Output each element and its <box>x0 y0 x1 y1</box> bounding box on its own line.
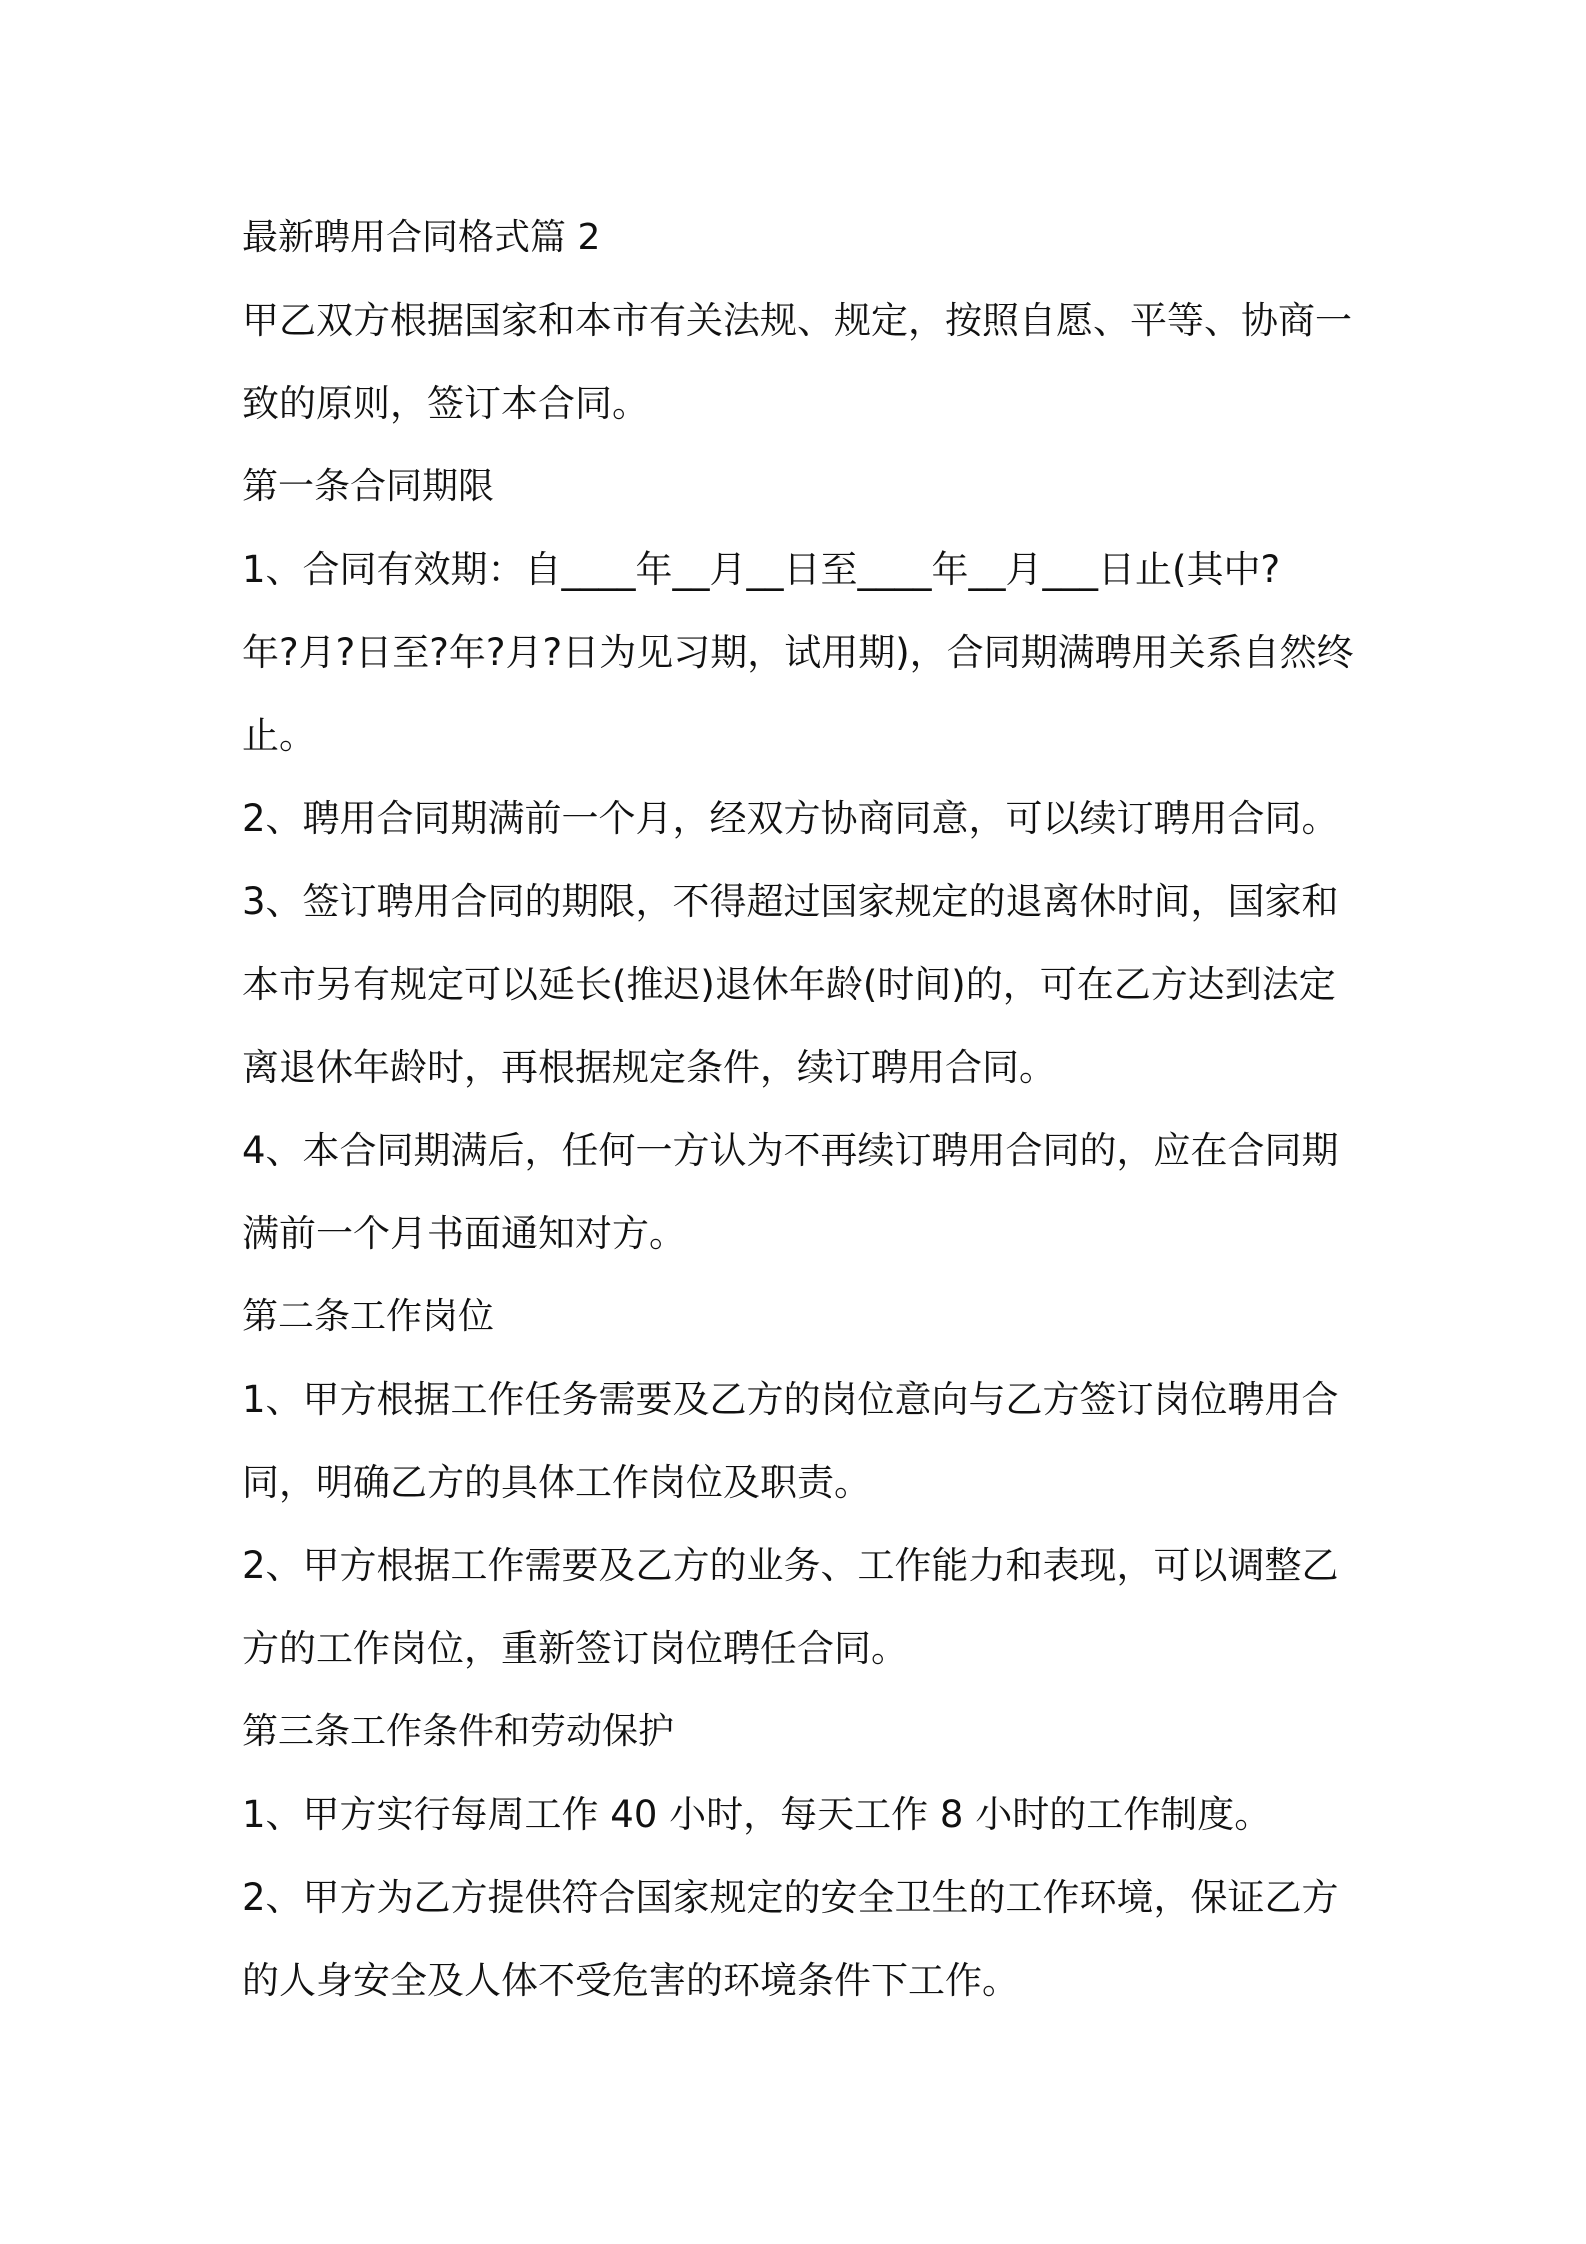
text-line: 1、合同有效期：自____年__月__日至____年__月___日止(其中? <box>242 548 1281 591</box>
text-line: 同，明确乙方的具体工作岗位及职责。 <box>242 1461 871 1504</box>
text-line: 1、甲方根据工作任务需要及乙方的岗位意向与乙方签订岗位聘用合 <box>242 1378 1339 1421</box>
text-line: 年?月?日至?年?月?日为见习期，试用期)，合同期满聘用关系自然终 <box>242 631 1354 674</box>
section-heading: 第一条合同期限 <box>242 466 495 507</box>
section-heading: 第三条工作条件和劳动保护 <box>242 1711 675 1752</box>
text-line: 2、甲方根据工作需要及乙方的业务、工作能力和表现，可以调整乙 <box>242 1544 1339 1587</box>
text-line: 致的原则，签订本合同。 <box>242 382 649 425</box>
document-title: 最新聘用合同格式篇 2 <box>242 217 601 258</box>
text-line: 的人身安全及人体不受危害的环境条件下工作。 <box>242 1959 1019 2002</box>
text-line: 3、签订聘用合同的期限，不得超过国家规定的退离休时间，国家和 <box>242 880 1339 923</box>
text-line: 2、聘用合同期满前一个月，经双方协商同意，可以续订聘用合同。 <box>242 797 1339 840</box>
text-line: 离退休年龄时，再根据规定条件，续订聘用合同。 <box>242 1046 1056 1089</box>
text-line: 2、甲方为乙方提供符合国家规定的安全卫生的工作环境，保证乙方 <box>242 1876 1339 1919</box>
text-line: 满前一个月书面通知对方。 <box>242 1212 686 1255</box>
text-line: 方的工作岗位，重新签订岗位聘任合同。 <box>242 1627 908 1670</box>
text-line: 本市另有规定可以延长(推迟)退休年龄(时间)的，可在乙方达到法定 <box>242 963 1336 1006</box>
text-line: 1、甲方实行每周工作 40 小时，每天工作 8 小时的工作制度。 <box>242 1793 1272 1836</box>
text-line: 止。 <box>242 714 316 757</box>
section-heading: 第二条工作岗位 <box>242 1296 495 1337</box>
text-line: 甲乙双方根据国家和本市有关法规、规定，按照自愿、平等、协商一 <box>242 299 1352 342</box>
document-page <box>242 196 1352 2022</box>
text-line: 4、本合同期满后，任何一方认为不再续订聘用合同的，应在合同期 <box>242 1129 1339 1172</box>
